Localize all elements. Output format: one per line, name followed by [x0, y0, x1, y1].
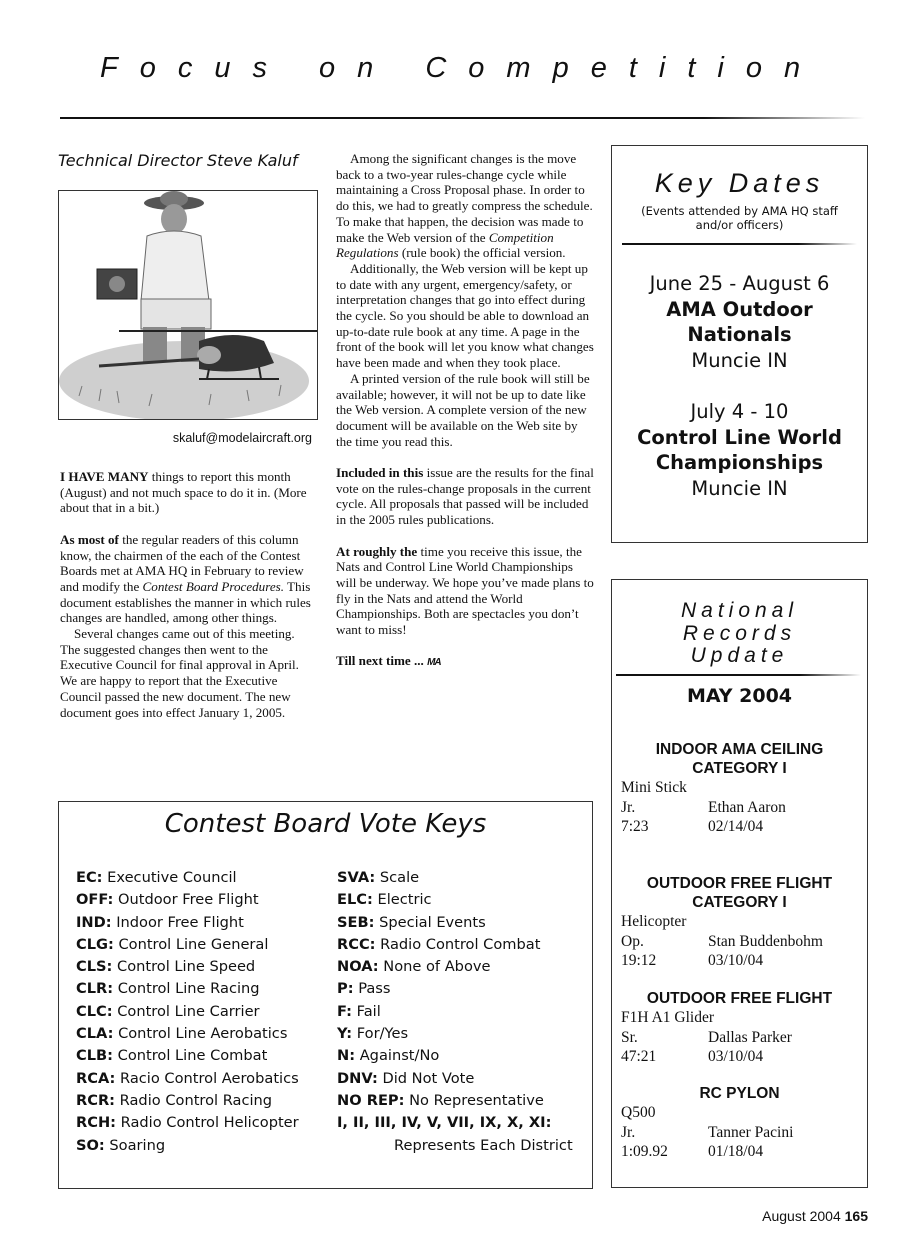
- closing-text: Till next time ...: [336, 653, 424, 669]
- paragraph-text: issue are the results for the final vote on the rules-change proposals in the current cycle. All proposals that passed will be included in the 2005 rules publications.: [336, 465, 594, 528]
- ma-end-mark: MA: [427, 657, 441, 669]
- vote-key-item: IND: Indoor Free Flight: [76, 913, 244, 931]
- vote-key-item: RCR: Radio Control Racing: [76, 1091, 273, 1109]
- record-entry: [621, 778, 861, 837]
- page-header-title: Focus on Competition: [100, 52, 823, 84]
- vote-keys-title: Contest Board Vote Keys: [164, 809, 487, 839]
- vote-key-item: CLC: Control Line Carrier: [76, 1002, 260, 1020]
- event-dates: July 4 - 10: [690, 400, 789, 423]
- vote-key-item: ELC: Electric: [337, 891, 432, 909]
- record-heading: OUTDOOR FREE FLIGHT CATEGORY I: [646, 875, 833, 911]
- article-column-1: [60, 469, 316, 720]
- event-name: Nationals: [687, 323, 792, 346]
- paragraph: [336, 151, 594, 261]
- record-holder: Jr. Ethan Aaron: [621, 798, 786, 816]
- record-entry: [621, 912, 861, 971]
- paragraph: Several changes came out of this meeting. The suggested changes then went to the Executive Council for final approval in April. We are happy to report that the Executive Council passed the new document. The new document goes into effect January 1, 2005.: [60, 626, 299, 720]
- record-result: 1:09.92 01/18/04: [621, 1143, 764, 1160]
- records-box: [611, 579, 868, 1188]
- records-divider: [616, 674, 861, 676]
- vote-keys-left-list: [76, 867, 299, 1157]
- record-holder: Jr. Tanner Pacini: [621, 1123, 794, 1141]
- records-month: MAY 2004: [686, 685, 793, 707]
- vote-key-item: NOA: None of Above: [337, 958, 491, 976]
- record-event: Mini Stick: [621, 779, 687, 796]
- districts-note: Represents Each District: [394, 1136, 573, 1154]
- italic-title: Competition Regulations: [336, 229, 554, 261]
- event-name: Championships: [655, 451, 824, 474]
- record-holder: Sr. Dallas Parker: [621, 1028, 792, 1046]
- vote-key-item: RCH: Radio Control Helicopter: [76, 1114, 299, 1132]
- vote-key-item: Y: For/Yes: [337, 1025, 409, 1043]
- records-title: [612, 600, 867, 668]
- vote-key-item: RCA: Racio Control Aerobatics: [76, 1069, 299, 1087]
- record-result: 7:23 02/14/04: [621, 818, 764, 835]
- record-heading: OUTDOOR FREE FLIGHT: [646, 990, 833, 1007]
- vote-key-item: RCC: Radio Control Combat: [337, 935, 541, 953]
- event-name: Control Line World: [637, 425, 842, 449]
- page-number: 165: [844, 1208, 868, 1224]
- record-holder: Op. Stan Buddenbohm: [621, 932, 823, 950]
- record-result: 19:12 03/10/04: [621, 952, 764, 969]
- record-event: Helicopter: [621, 913, 687, 930]
- record-entry: [621, 1103, 861, 1162]
- photo-illustration: [59, 191, 317, 419]
- vote-key-item: OFF: Outdoor Free Flight: [76, 891, 259, 909]
- vote-key-item: CLA: Control Line Aerobatics: [76, 1025, 288, 1043]
- vote-key-item: P: Pass: [337, 980, 391, 998]
- record-result: 47:21 03/10/04: [621, 1048, 764, 1065]
- vote-key-item: DNV: Did Not Vote: [337, 1069, 475, 1087]
- author-photo: [58, 190, 318, 420]
- paragraph-text: This document establishes the manner in which rules changes are handled, among other things.: [60, 578, 311, 626]
- vote-key-item: F: Fail: [337, 1002, 381, 1020]
- key-dates-subtitle: (Events attended by AMA HQ staff and/or officers): [641, 204, 838, 232]
- key-dates-box: [611, 145, 868, 543]
- key-dates-title: Key Dates: [654, 168, 825, 198]
- vote-key-item: CLS: Control Line Speed: [76, 958, 256, 976]
- italic-title: Contest Board Procedures.: [142, 578, 285, 594]
- page-footer: [700, 1208, 868, 1224]
- paragraph: A printed version of the rule book will still be available; however, it will not be up to date like the Web version. A complete version of the new document will be available on the Web site by the time you read this.: [336, 370, 590, 449]
- vote-key-item: SO: Soaring: [76, 1136, 166, 1154]
- paragraph-text: the regular readers of this column know, the chairmen of the each of the Contest Boards met at AMA HQ in February to review and modify the: [60, 531, 304, 594]
- records-title-line: Records: [682, 621, 797, 645]
- paragraph: [60, 469, 316, 516]
- vote-keys-box: [58, 801, 593, 1189]
- vote-key-item: NO REP: No Representative: [337, 1091, 544, 1109]
- closing-line: [336, 653, 594, 671]
- vote-key-item: SEB: Special Events: [337, 913, 486, 931]
- lead-in: As most of: [60, 531, 119, 547]
- paragraph: [336, 465, 594, 528]
- records-title-line: National: [680, 599, 799, 622]
- event-location: Muncie IN: [691, 476, 788, 500]
- record-heading: INDOOR AMA CEILING CATEGORY I: [655, 741, 824, 777]
- issue-date: August 2004: [762, 1208, 841, 1224]
- record-event: Q500: [621, 1104, 656, 1121]
- paragraph: Additionally, the Web version will be kept up to date with any urgent, emergency/safety, or interpretation changes that go into effect during the cycle. So you should be able to download an up-to-date rule book at any time. A page in the front of the book will let you know what changes have been made and when they took place.: [336, 260, 594, 371]
- article-column-2: [336, 151, 594, 671]
- vote-key-item: N: Against/No: [337, 1047, 440, 1065]
- key-date-event: [612, 271, 867, 373]
- paragraph-text: (rule book) the official version.: [398, 245, 566, 261]
- paragraph: [60, 532, 316, 626]
- key-dates-divider: [622, 243, 857, 245]
- paragraph-text: things to report this month (August) and not much space to do it in. (More about that in a bit.): [60, 469, 307, 516]
- lead-in: I HAVE MANY: [60, 469, 149, 484]
- vote-key-item: CLR: Control Line Racing: [76, 980, 260, 998]
- author-email[interactable]: skaluf@modelaircraft.org: [172, 431, 312, 445]
- record-heading: RC PYLON: [699, 1085, 780, 1102]
- vote-key-item: SVA: Scale: [337, 869, 420, 886]
- key-date-event: [612, 399, 867, 501]
- record-entry: [621, 1008, 861, 1067]
- vote-keys-right-list: [337, 867, 573, 1157]
- vote-key-item: EC: Executive Council: [76, 869, 237, 886]
- vote-key-item: CLG: Control Line General: [76, 935, 269, 953]
- records-title-line: Update: [690, 644, 789, 667]
- event-name: AMA Outdoor: [666, 297, 813, 321]
- record-event: F1H A1 Glider: [621, 1009, 714, 1026]
- event-dates: June 25 - August 6: [649, 272, 830, 295]
- vote-key-item: I, II, III, IV, V, VII, IX, X, XI:: [337, 1114, 552, 1132]
- vote-key-item: CLB: Control Line Combat: [76, 1047, 268, 1065]
- lead-in: At roughly the: [336, 543, 418, 559]
- author-byline: Technical Director Steve Kaluf: [58, 151, 298, 170]
- paragraph: [336, 544, 594, 638]
- header-divider: [60, 117, 865, 119]
- paragraph-text: time you receive this issue, the Nats and Control Line World Championships will be underway. We hope you’ve made plans to fly in the Nats and attend the World Championships. Both are spectacles you don’t want to miss!: [336, 543, 594, 638]
- event-location: Muncie IN: [691, 348, 788, 372]
- lead-in: Included in this: [336, 465, 424, 481]
- paragraph-text: Among the significant changes is the move back to a two-year rules-change cycle while maintaining a Cross Proposal phase. In order to do this, we had to greatly compress the schedule. To make that happen, the decision was made to make the Web version of the: [336, 151, 593, 245]
